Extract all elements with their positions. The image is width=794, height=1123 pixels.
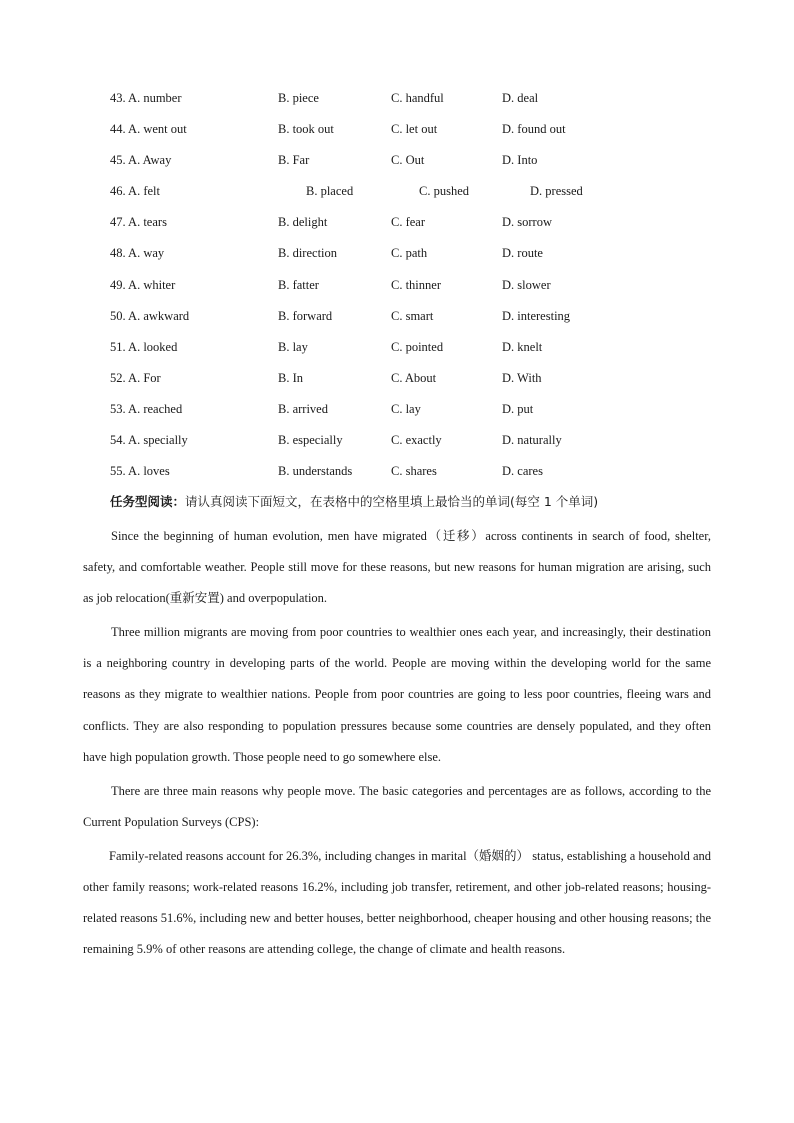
option-b: B. direction bbox=[278, 246, 338, 261]
option-a: 53. A. reached bbox=[110, 401, 183, 416]
option-d: D. pressed bbox=[530, 184, 583, 199]
option-row-51 bbox=[110, 337, 730, 368]
option-a: 46. A. felt bbox=[110, 184, 160, 199]
option-d: D. naturally bbox=[502, 433, 562, 448]
option-c: C. lay bbox=[391, 401, 421, 416]
paragraph-1: Since the beginning of human evolution, men have migrated（迁移）across continents in search of food, shelter, safety, and comfortable weather. People still move for these reasons, but new reasons for human migration are arising, such as job relocation(重新安置) and overpopulation. bbox=[83, 529, 711, 606]
option-c: C. handful bbox=[391, 91, 444, 105]
option-c: C. fear bbox=[391, 215, 426, 230]
option-b: B. In bbox=[278, 370, 303, 385]
option-row-53 bbox=[110, 399, 730, 430]
option-d: D. put bbox=[502, 401, 534, 416]
option-d: D. knelt bbox=[502, 339, 543, 354]
option-a: 43. A. number bbox=[110, 91, 182, 105]
option-a: 50. A. awkward bbox=[110, 308, 190, 323]
task-reading-heading bbox=[110, 492, 598, 510]
option-b: B. took out bbox=[278, 122, 334, 137]
task-label: 任务型阅读： bbox=[110, 494, 186, 509]
option-d: D. found out bbox=[502, 122, 566, 137]
option-d: D. sorrow bbox=[502, 215, 552, 230]
option-c: C. exactly bbox=[391, 433, 442, 448]
reading-passage bbox=[83, 521, 711, 968]
paragraph-4: Family-related reasons account for 26.3%, including changes in marital（婚姻的） status, establishing a household and other family reasons; work-related reasons 16.2%, including job transfer, retirement, and other job-related reasons; housing-related reasons 51.6%, including new and better houses, better neighborhood, cheaper housing and other housing reasons; the remaining 5.9% of other reasons are attending college, the change of climate and health reasons. bbox=[83, 848, 711, 957]
option-b: B. fatter bbox=[278, 277, 319, 292]
option-row-49 bbox=[110, 275, 730, 306]
option-b: B. understands bbox=[278, 464, 353, 479]
option-a: 47. A. tears bbox=[110, 215, 167, 230]
option-c: C. thinner bbox=[391, 277, 441, 292]
option-row-43 bbox=[110, 88, 730, 119]
option-b: B. piece bbox=[278, 91, 319, 105]
option-b: B. especially bbox=[278, 433, 343, 448]
option-a: 44. A. went out bbox=[110, 122, 187, 137]
option-b: B. forward bbox=[278, 308, 333, 323]
option-row-46 bbox=[110, 181, 730, 212]
option-b: B. placed bbox=[306, 184, 354, 199]
option-a: 54. A. specially bbox=[110, 433, 188, 448]
option-c: C. shares bbox=[391, 464, 437, 479]
option-row-54 bbox=[110, 430, 730, 461]
option-row-48 bbox=[110, 243, 730, 274]
option-a: 55. A. loves bbox=[110, 464, 170, 479]
option-d: D. deal bbox=[502, 91, 539, 105]
option-c: C. path bbox=[391, 246, 428, 261]
option-c: C. pointed bbox=[391, 339, 444, 354]
option-b: B. arrived bbox=[278, 401, 328, 416]
option-row-50 bbox=[110, 306, 730, 337]
option-c: C. About bbox=[391, 370, 437, 385]
option-d: D. slower bbox=[502, 277, 551, 292]
option-d: D. interesting bbox=[502, 308, 571, 323]
option-d: D. cares bbox=[502, 464, 543, 479]
option-row-47 bbox=[110, 212, 730, 243]
option-c: C. Out bbox=[391, 153, 425, 168]
option-c: C. pushed bbox=[419, 184, 469, 199]
paragraph-3: There are three main reasons why people move. The basic categories and percentages are as follows, according to the Current Population Surveys (CPS): bbox=[83, 783, 711, 829]
option-b: B. delight bbox=[278, 215, 328, 230]
option-row-55 bbox=[110, 461, 730, 492]
option-c: C. smart bbox=[391, 308, 434, 323]
option-a: 52. A. For bbox=[110, 370, 161, 385]
option-row-52 bbox=[110, 368, 730, 399]
option-d: D. With bbox=[502, 370, 542, 385]
answer-options-list bbox=[110, 88, 730, 492]
option-row-45 bbox=[110, 150, 730, 181]
option-a: 48. A. way bbox=[110, 246, 165, 261]
paragraph-2: Three million migrants are moving from poor countries to wealthier ones each year, and increasingly, their destination is a neighboring country in developing parts of the world. People are moving within the developing world for the same reasons as they migrate to wealthier nations. People from poor countries are going to less poor countries, fleeing wars and conflicts. They are also responding to population pressures because some countries are densely populated, and they often have high population growth. Those people need to go somewhere else. bbox=[83, 625, 711, 764]
option-a: 49. A. whiter bbox=[110, 277, 176, 292]
option-c: C. let out bbox=[391, 122, 438, 137]
option-d: D. Into bbox=[502, 153, 538, 168]
option-a: 51. A. looked bbox=[110, 339, 178, 354]
task-instruction: 请认真阅读下面短文，在表格中的空格里填上最恰当的单词(每空 1 个单词) bbox=[185, 494, 599, 509]
option-row-44 bbox=[110, 119, 730, 150]
option-d: D. route bbox=[502, 246, 543, 261]
option-a: 45. A. Away bbox=[110, 153, 172, 168]
option-b: B. Far bbox=[278, 153, 310, 168]
option-b: B. lay bbox=[278, 339, 308, 354]
